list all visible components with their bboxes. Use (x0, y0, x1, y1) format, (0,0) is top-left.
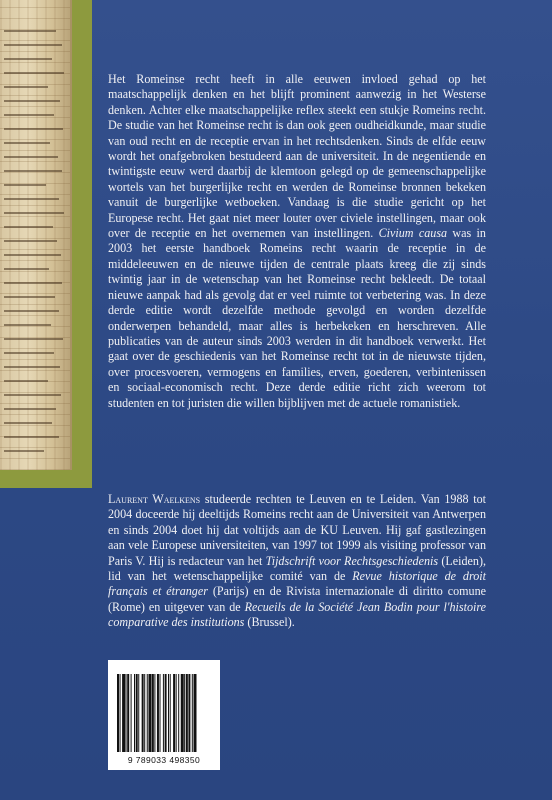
papyrus-fragment-image (0, 0, 72, 470)
bio-text-1: studeerde rechten te Leuven en te Leiden. Van 1988 tot 2004 doceerde hij deeltijds Romeins recht aan de Universiteit van Antwerpen en sinds 2004 doet hij dat voltijds aan de KU Leuven. Hij gaf gastlezingen aan vele Europese universiteiten, van 1997 tot 1999 als visiting professor van Paris V. Hij is redacteur van het (108, 492, 486, 568)
book-title: Civium causa (378, 226, 448, 241)
journal-title-1: Tijdschrift voor Rechtsgeschiedenis (265, 553, 439, 568)
barcode-digits: 9 789033 498350 (127, 755, 201, 765)
barcode-icon (116, 674, 212, 754)
bio-text-4: (Brussel). (247, 615, 295, 630)
series-title: Recueils de la Société Jean Bodin pour l'histoire comparative des institutions (108, 599, 486, 630)
isbn-barcode (108, 660, 220, 770)
author-bio (108, 492, 486, 631)
author-name: Laurent Waelkens (108, 492, 201, 506)
bio-text-3: (Parijs) en de Rivista internazionale di diritto comune (Rome) en uitgever van de (108, 584, 486, 614)
blurb-paragraph-2: was in 2003 het eerste handboek Romeins recht waarin de receptie in de middeleeuwen en de nieuwe tijden de centrale plaats kreeg die zij sinds twintig jaar in de wetenschap van het Romeinse recht bekleedt. De totaal nieuwe aanpak had als gevolg dat er veel ruimte tot verbetering was. In deze derde editie wordt dezelfde methode gevolgd en worden dezelfde onderwerpen behandeld, maar alles is herbekeken en herschreven. Alle publicaties van de auteur sinds 2003 werden in dit handboek verwerkt. Het gaat over de geschiedenis van het Romeinse recht tot in de nieuwste tijden, over procesvoeren, vermogens en families, erven, goederen, verbintenissen en sociaal-economisch recht. Deze derde editie richt zich weerom tot studenten en tot juristen die willen bijblijven met de actuele romanistiek. (108, 226, 486, 410)
journal-title-2: Revue historique de droit français et étranger (108, 569, 486, 599)
bio-text-2: (Leiden), lid van het wetenschappelijke comité van de (108, 553, 486, 584)
blurb-text (108, 72, 486, 411)
blurb-paragraph-1: Het Romeinse recht heeft in alle eeuwen invloed gehad op het maatschappelijk denken en het blijft prominent aanwezig in het Westerse denken. Achter elke maatschappelijke reflex steekt een stukje Romeins recht. De studie van het Romeinse recht is dan ook geen oudheidkunde, maar studie van oud recht en de receptie ervan in het rechtsdenken. Sinds de elfde eeuw wordt het onafgebroken bestudeerd aan de universiteit. In de negentiende en twintigste eeuw werd daarbij de klemtoon gelegd op de gemeenschappelijke wortels van het burgerlijke recht en werden de Romeinse bronnen bekeken vanuit de burgerlijke wetboeken. Vandaag is die studie gericht op het Europese recht. Het gaat niet meer louter over civiele instellingen, maar ook over de receptie en het overnemen van instellingen. (108, 72, 486, 241)
